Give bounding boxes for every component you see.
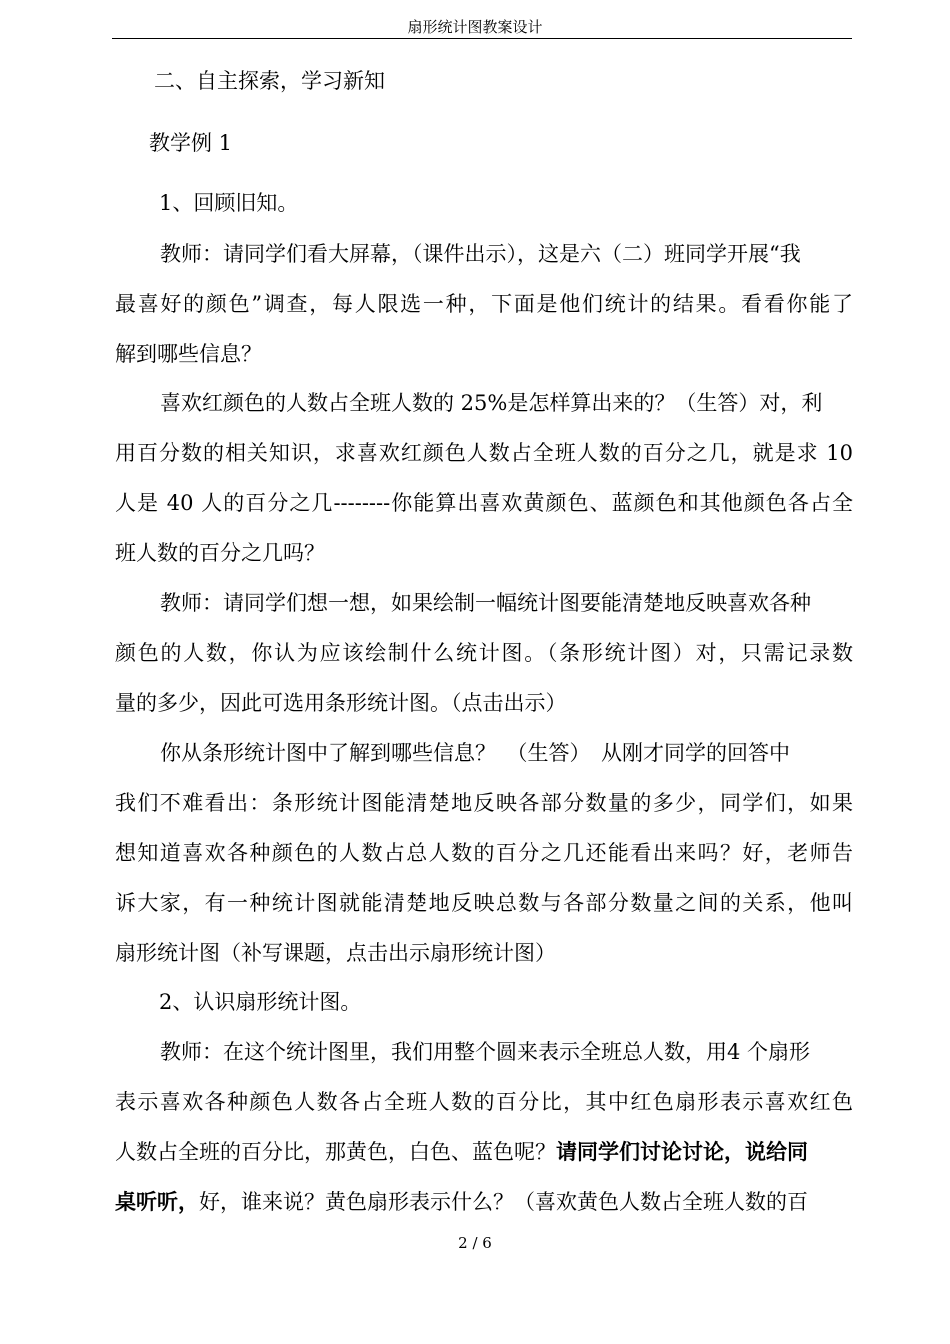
paragraph-line: 量的多少，因此可选用条形统计图。（点击出示）	[115, 691, 567, 715]
step2-heading: 2、认识扇形统计图。	[159, 990, 362, 1014]
example-label: 教学例 1	[149, 131, 233, 155]
paragraph-line: 教师：请同学们想一想，如果绘制一幅统计图要能清楚地反映喜欢各种	[160, 591, 811, 615]
paragraph-text: 人数占全班的百分比，那黄色，白色、蓝色呢？	[115, 1140, 556, 1164]
paragraph-line: 诉大家，有一种统计图就能清楚地反映总数与各部分数量之间的关系，他叫	[115, 891, 853, 915]
paragraph-line: 想知道喜欢各种颜色的人数占总人数的百分之几还能看出来吗？好，老师告	[115, 841, 853, 865]
paragraph-line: 班人数的百分之几吗？	[115, 541, 325, 565]
header-rule	[112, 38, 852, 39]
paragraph-line: 颜色的人数，你认为应该绘制什么统计图。（条形统计图）对，只需记录数	[115, 641, 853, 665]
paragraph-line: 人是 40 人的百分之几--------你能算出喜欢黄颜色、蓝颜色和其他颜色各占全	[115, 491, 853, 515]
paragraph-line	[115, 1187, 808, 1217]
section-heading: 二、自主探索，学习新知	[154, 69, 385, 93]
paragraph-line: 最喜好的颜色”调查，每人限选一种，下面是他们统计的结果。看看你能了	[115, 292, 853, 316]
paragraph-line: 用百分数的相关知识，求喜欢红颜色人数占全班人数的百分之几，就是求 10	[115, 441, 853, 465]
paragraph-line: 我们不难看出：条形统计图能清楚地反映各部分数量的多少，同学们，如果	[115, 791, 853, 815]
paragraph-line	[115, 1137, 808, 1167]
paragraph-line: 解到哪些信息？	[115, 342, 262, 366]
paragraph-line: 喜欢红颜色的人数占全班人数的 25%是怎样算出来的？（生答）对，利	[160, 391, 823, 415]
step1-heading: 1、回顾旧知。	[159, 191, 299, 215]
paragraph-line: 扇形统计图（补写课题，点击出示扇形统计图）	[115, 941, 556, 965]
paragraph-line: 你从条形统计图中了解到哪些信息？ （生答） 从刚才同学的回答中	[160, 741, 790, 765]
paragraph-line: 教师：在这个统计图里，我们用整个圆来表示全班总人数，用4 个扇形	[160, 1040, 811, 1064]
paragraph-line: 教师：请同学们看大屏幕，（课件出示），这是六（二）班同学开展“我	[160, 242, 801, 266]
bold-emphasis: 桌听听，	[115, 1189, 199, 1214]
paragraph-line: 表示喜欢各种颜色人数各占全班人数的百分比，其中红色扇形表示喜欢红色	[115, 1090, 853, 1114]
bold-emphasis: 请同学们讨论讨论，说给同	[556, 1139, 808, 1164]
page-number: 2 / 6	[458, 1234, 492, 1252]
paragraph-text: 好，谁来说？黄色扇形表示什么？（喜欢黄色人数占全班人数的百	[199, 1190, 808, 1214]
page-header-title: 扇形统计图教案设计	[407, 18, 543, 36]
